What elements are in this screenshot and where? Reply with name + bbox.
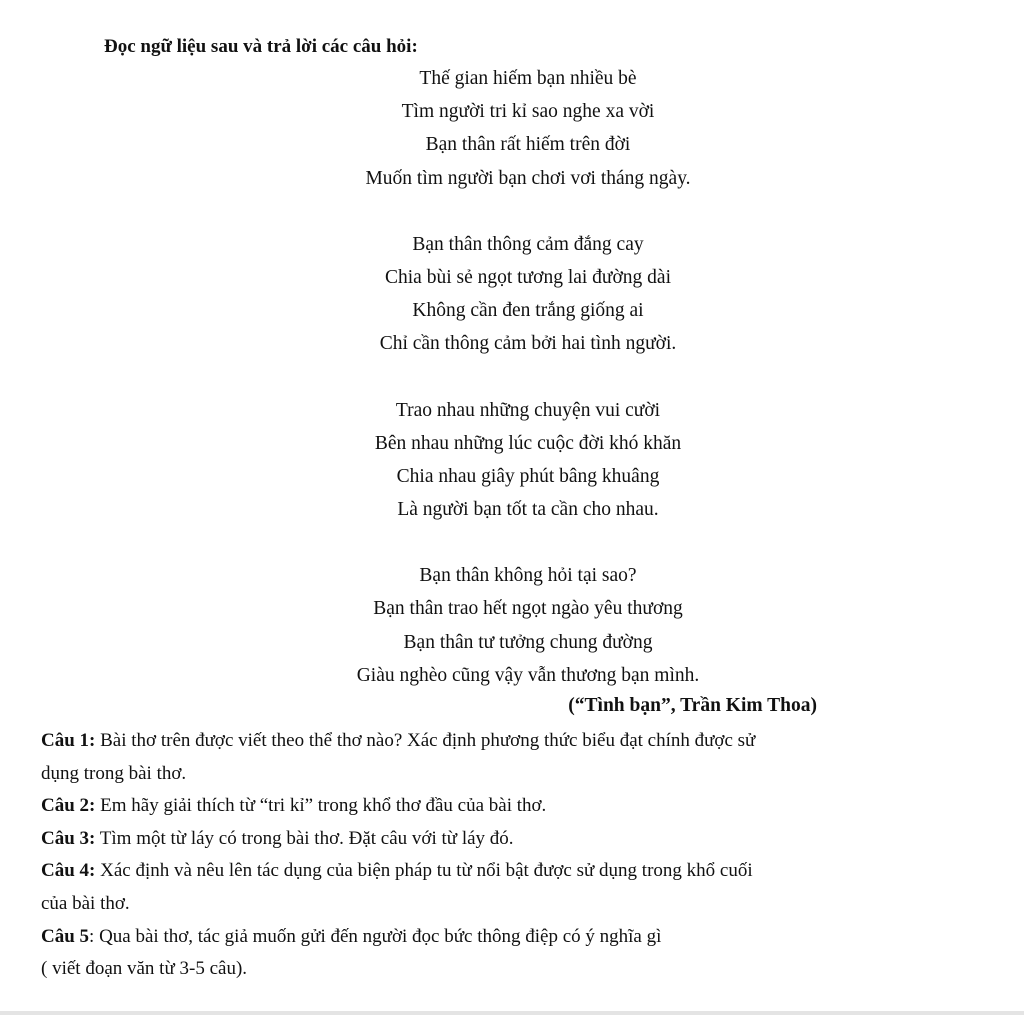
document-heading: Đọc ngữ liệu sau và trả lời các câu hỏi:	[104, 36, 418, 57]
question-text: Tìm một từ láy có trong bài thơ. Đặt câu với từ láy đó.	[95, 827, 514, 849]
poem-line: Trao nhau những chuyện vui cười	[395, 399, 661, 421]
poem-line: Tìm người tri kỉ sao nghe xa vời	[401, 101, 655, 123]
poem-line: Chỉ cần thông cảm bởi hai tình người.	[379, 333, 677, 355]
poem-stanza-4	[0, 559, 1024, 692]
question-1	[41, 725, 1001, 790]
poem-line: Là người bạn tốt ta cần cho nhau.	[397, 499, 659, 521]
stanza-gap	[0, 526, 1024, 559]
question-label: Câu 1:	[41, 730, 96, 751]
question-list	[41, 725, 1001, 986]
question-text: Em hãy giải thích từ “tri kỉ” trong khổ thơ đầu của bài thơ.	[95, 795, 547, 817]
poem-line: Bạn thân thông cảm đắng cay	[412, 233, 644, 255]
poem-line: Thế gian hiếm bạn nhiều bè	[419, 68, 637, 89]
page-bottom-border	[0, 1011, 1024, 1015]
poem-line: Bạn thân rất hiếm trên đời	[425, 134, 631, 156]
question-text: dụng trong bài thơ.	[41, 762, 187, 784]
question-label: Câu 4:	[41, 860, 96, 882]
question-line	[41, 823, 1001, 856]
stanza-gap	[0, 361, 1024, 394]
question-4	[41, 855, 1001, 920]
poem-line: Bạn thân tư tưởng chung đường	[403, 631, 653, 653]
poem-line: Bạn thân không hỏi tại sao?	[419, 565, 637, 587]
question-text: Xác định và nêu lên tác dụng của biện pháp tu từ nổi bật được sử dụng trong khổ cuối	[95, 860, 753, 882]
question-3	[41, 823, 1001, 856]
poem-source: (“Tình bạn”, Trần Kim Thoa)	[568, 695, 817, 716]
poem-stanza-1	[0, 62, 1024, 195]
stanza-gap	[0, 195, 1024, 228]
poem	[0, 62, 1024, 692]
question-label: Câu 3:	[41, 827, 96, 849]
poem-line: Không cần đen trắng giống ai	[412, 300, 644, 322]
poem-line: Bạn thân trao hết ngọt ngào yêu thương	[373, 598, 683, 620]
question-text: : Qua bài thơ, tác giả muốn gửi đến người đọc bức thông điệp có ý nghĩa gì	[89, 925, 662, 947]
question-text: ( viết đoạn văn từ 3-5 câu).	[41, 958, 248, 980]
poem-line: Chia nhau giây phút bâng khuâng	[396, 465, 660, 487]
poem-line: Bên nhau những lúc cuộc đời khó khăn	[374, 432, 682, 454]
question-label: Câu 5	[41, 925, 90, 947]
question-2	[41, 790, 1001, 823]
question-text: Bài thơ trên được viết theo thể thơ nào? Xác định phương thức biểu đạt chính được sử	[95, 730, 756, 751]
question-text: của bài thơ.	[41, 892, 130, 914]
question-5	[41, 921, 1001, 986]
question-line	[41, 790, 1001, 823]
poem-line: Chia bùi sẻ ngọt tương lai đường dài	[384, 266, 672, 288]
question-label: Câu 2:	[41, 795, 96, 817]
question-line	[41, 725, 1001, 758]
poem-line: Muốn tìm người bạn chơi vơi tháng ngày.	[365, 167, 691, 189]
question-line	[41, 855, 1001, 888]
poem-stanza-2	[0, 228, 1024, 361]
question-line	[41, 921, 1001, 954]
poem-line: Giàu nghèo cũng vậy vẫn thương bạn mình.	[356, 664, 700, 686]
poem-stanza-3	[0, 394, 1024, 527]
